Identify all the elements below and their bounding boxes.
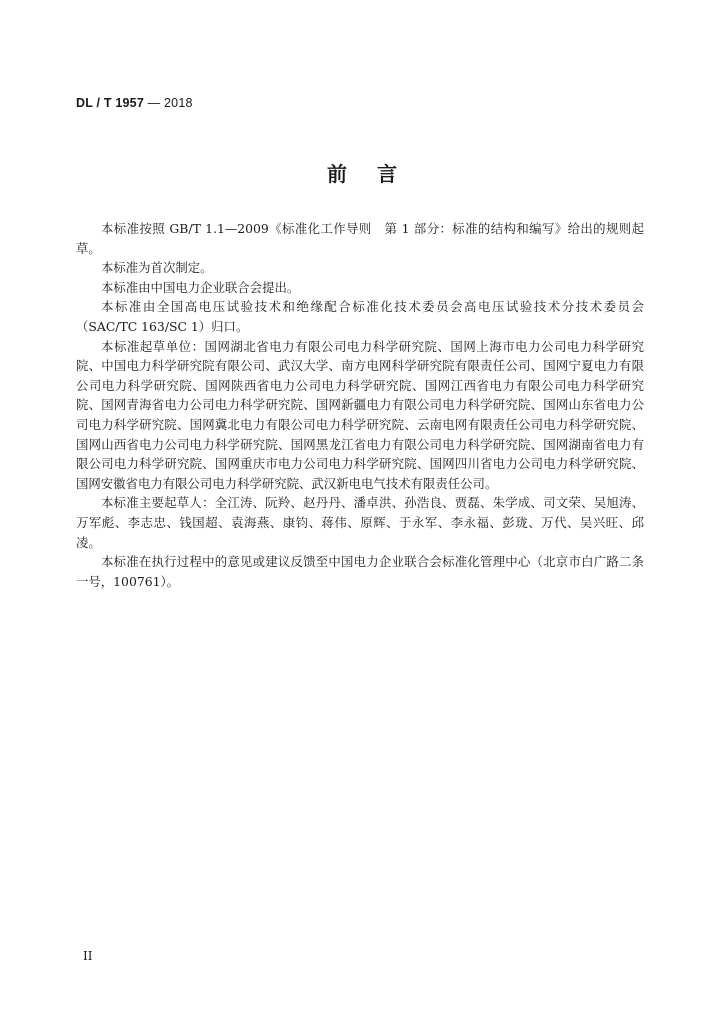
paragraph-drafting-organizations: 本标准起草单位：国网湖北省电力有限公司电力科学研究院、国网上海市电力公司电力科学研究院、中国电力科学研究院有限公司、武汉大学、南方电网科学研究院有限责任公司、国网宁夏电力有限公司电力科学研究院、国网陕西省电力公司电力科学研究院、国网江西省电力有限公司电力科学研究院、国网青海省电力公司电力科学研究院、国网新疆电力有限公司电力科学研究院、国网山东省电力公司电力科学研究院、国网冀北电力有限公司电力科学研究院、云南电网有限责任公司电力科学研究院、国网山西省电力公司电力科学研究院、国网黑龙江省电力有限公司电力科学研究院、国网湖南省电力有限公司电力科学研究院、国网重庆市电力公司电力科学研究院、国网四川省电力公司电力科学研究院、国网安徽省电力有限公司电力科学研究院、武汉新电电气技术有限责任公司。 bbox=[76, 338, 644, 491]
page-number: II bbox=[83, 949, 93, 963]
paragraph-technical-committee: 本标准由全国高电压试验技术和绝缘配合标准化技术委员会高电压试验技术分技术委员会（SAC/TC 163/SC 1）归口。 bbox=[76, 299, 644, 334]
document-code bbox=[76, 96, 193, 110]
section-title: 前言 bbox=[327, 162, 427, 186]
paragraph-drafting-rules: 本标准按照 GB/T 1.1—2009《标准化工作导则 第 1 部分：标准的结构和编写》给出的规则起草。 bbox=[76, 221, 644, 256]
document-code-year: — 2018 bbox=[143, 96, 193, 110]
paragraph-first-edition: 本标准为首次制定。 bbox=[101, 260, 213, 276]
document-code-number: DL / T 1957 bbox=[76, 96, 144, 110]
paragraph-feedback: 本标准在执行过程中的意见或建议反馈至中国电力企业联合会标准化管理中心（北京市白广路二条一号，100761）。 bbox=[76, 554, 644, 589]
paragraph-proposed-by: 本标准由中国电力企业联合会提出。 bbox=[101, 279, 300, 295]
foreword-body bbox=[76, 219, 644, 591]
paragraph-drafters: 本标准主要起草人：全江涛、阮羚、赵丹丹、潘卓洪、孙浩良、贾磊、朱学成、司文荣、吴旭涛、万军彪、李志忠、钱国超、袁海燕、康钧、蒋伟、原辉、于永军、李永福、彭珑、万代、吴兴旺、邱凌。 bbox=[76, 495, 644, 550]
